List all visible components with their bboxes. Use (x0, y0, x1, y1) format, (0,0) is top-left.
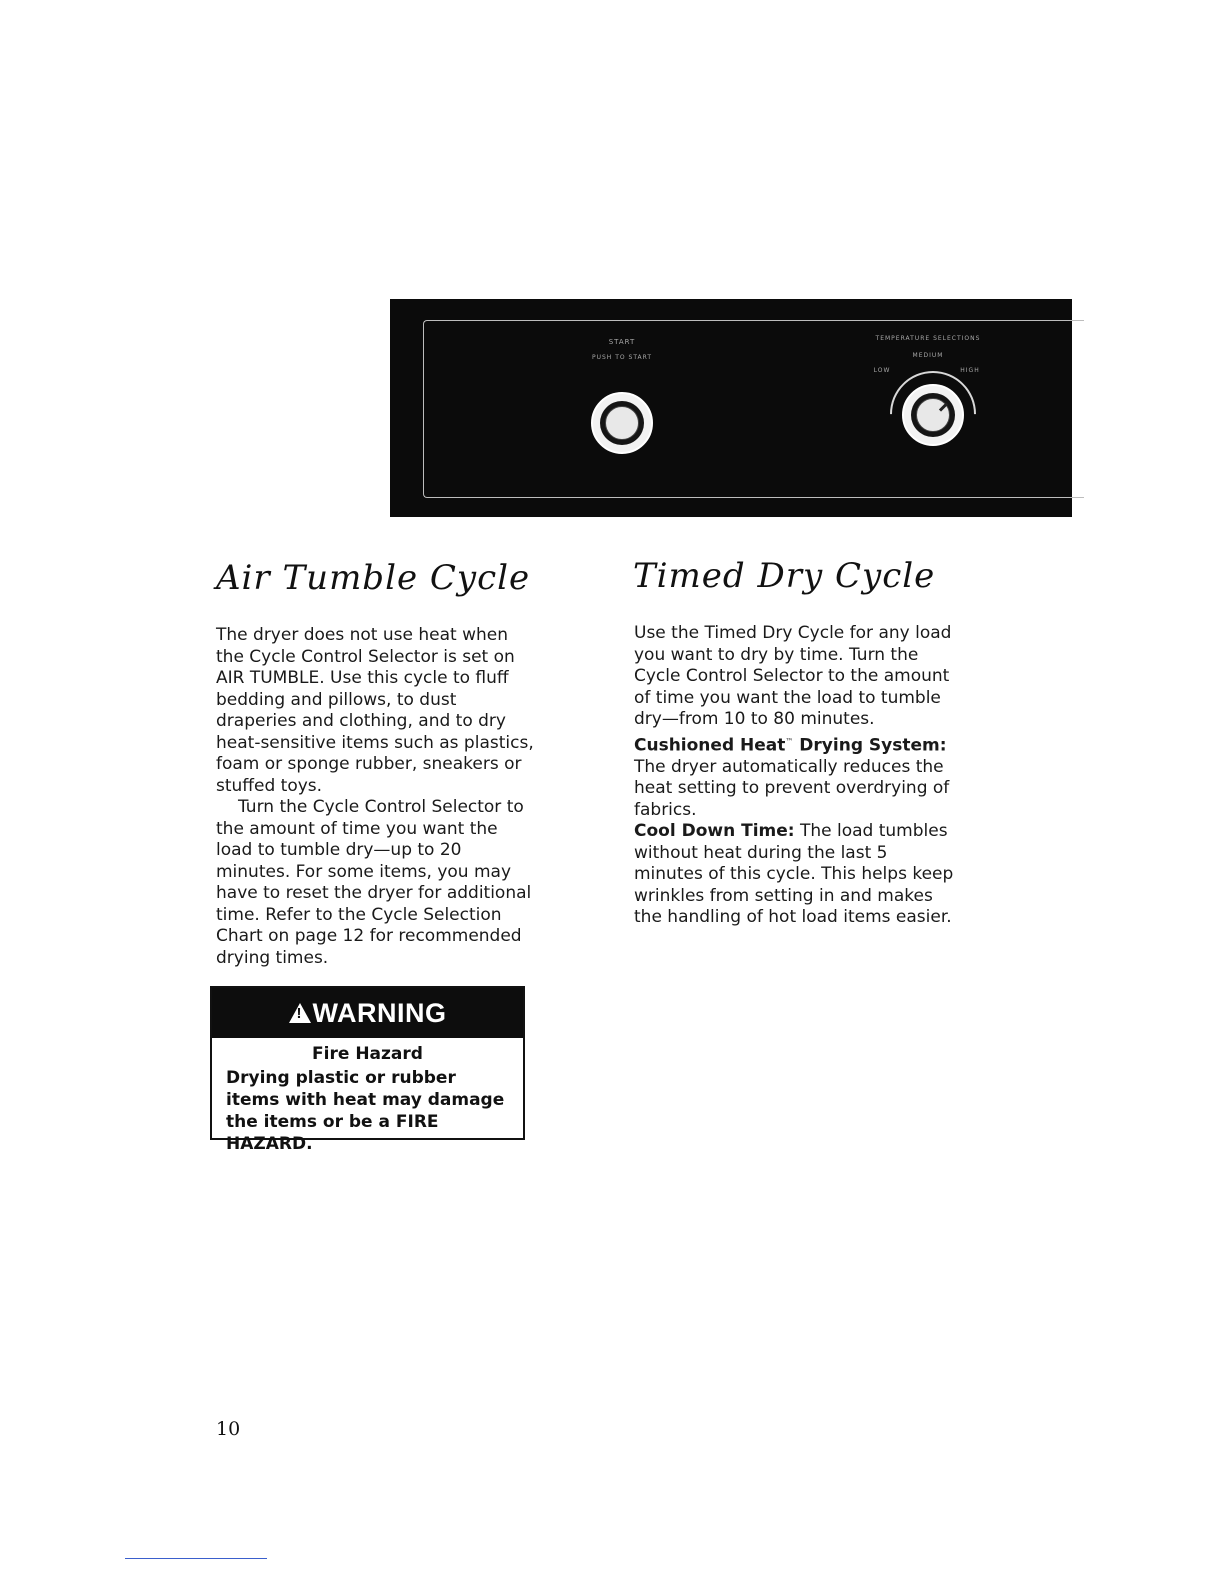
cushioned-heat-label: Cushioned Heat (634, 735, 786, 756)
temp-low-label: LOW (873, 367, 891, 374)
temperature-selections-label: TEMPERATURE SELECTIONS (875, 335, 981, 342)
panel-frame (423, 320, 1084, 498)
temp-high-label: HIGH (960, 367, 980, 374)
air-tumble-paragraph-1: The dryer does not use heat when the Cycle Control Selector is set on AIR TUMBLE. Use this cycle to fluff bedding and pillows, to dust draperies and clothing, and to dry heat-sensitive items such as plastics, foam or sponge rubber, sneakers or stuffed toys. (216, 625, 534, 796)
air-tumble-heading: Air Tumble Cycle (216, 558, 531, 598)
warning-header (212, 988, 523, 1038)
cool-down-label: Cool Down Time: (634, 821, 795, 842)
timed-dry-body (634, 623, 954, 929)
warning-box (210, 986, 525, 1154)
start-label: START (608, 338, 636, 346)
trademark-mark: ™ (785, 736, 794, 746)
page-number: 10 (216, 1418, 241, 1440)
warning-text: Drying plastic or rubber items with heat may damage the items or be a FIRE HAZARD. (226, 1068, 505, 1154)
footer-divider (125, 1558, 267, 1559)
warning-title: WARNING (312, 997, 447, 1028)
warning-triangle-icon (289, 1003, 311, 1023)
cool-down-text: The load tumbles without heat during the last 5 minutes of this cycle. This helps keep wrinkles from setting in and makes the handling of hot load items easier. (634, 821, 954, 928)
air-tumble-paragraph-2: Turn the Cycle Control Selector to the amount of time you want the load to tumble dry—up to 20 minutes. For some items, you may have to reset the dryer for additional time. Refer to the Cycle Selection Chart on page 12 for recommended drying times. (216, 797, 532, 968)
timed-dry-heading: Timed Dry Cycle (633, 556, 936, 596)
air-tumble-body (216, 625, 536, 969)
cushioned-heat-label-rest: Drying System: (793, 735, 947, 756)
temperature-knob[interactable] (902, 384, 964, 446)
cushioned-heat-section (634, 731, 954, 822)
start-knob[interactable] (591, 392, 653, 454)
cushioned-heat-text: The dryer automatically reduces the heat setting to prevent overdrying of fabrics. (634, 756, 950, 820)
start-sub-label: PUSH TO START (591, 354, 653, 361)
timed-dry-paragraph-1: Use the Timed Dry Cycle for any load you want to dry by time. Turn the Cycle Control Selector to the amount of time you want the load to tumble dry—from 10 to 80 minutes. (634, 623, 952, 729)
warning-subtitle: Fire Hazard (312, 1044, 423, 1064)
dryer-control-panel (390, 299, 1072, 517)
temp-medium-label: MEDIUM (912, 352, 944, 359)
cool-down-section (634, 821, 954, 929)
